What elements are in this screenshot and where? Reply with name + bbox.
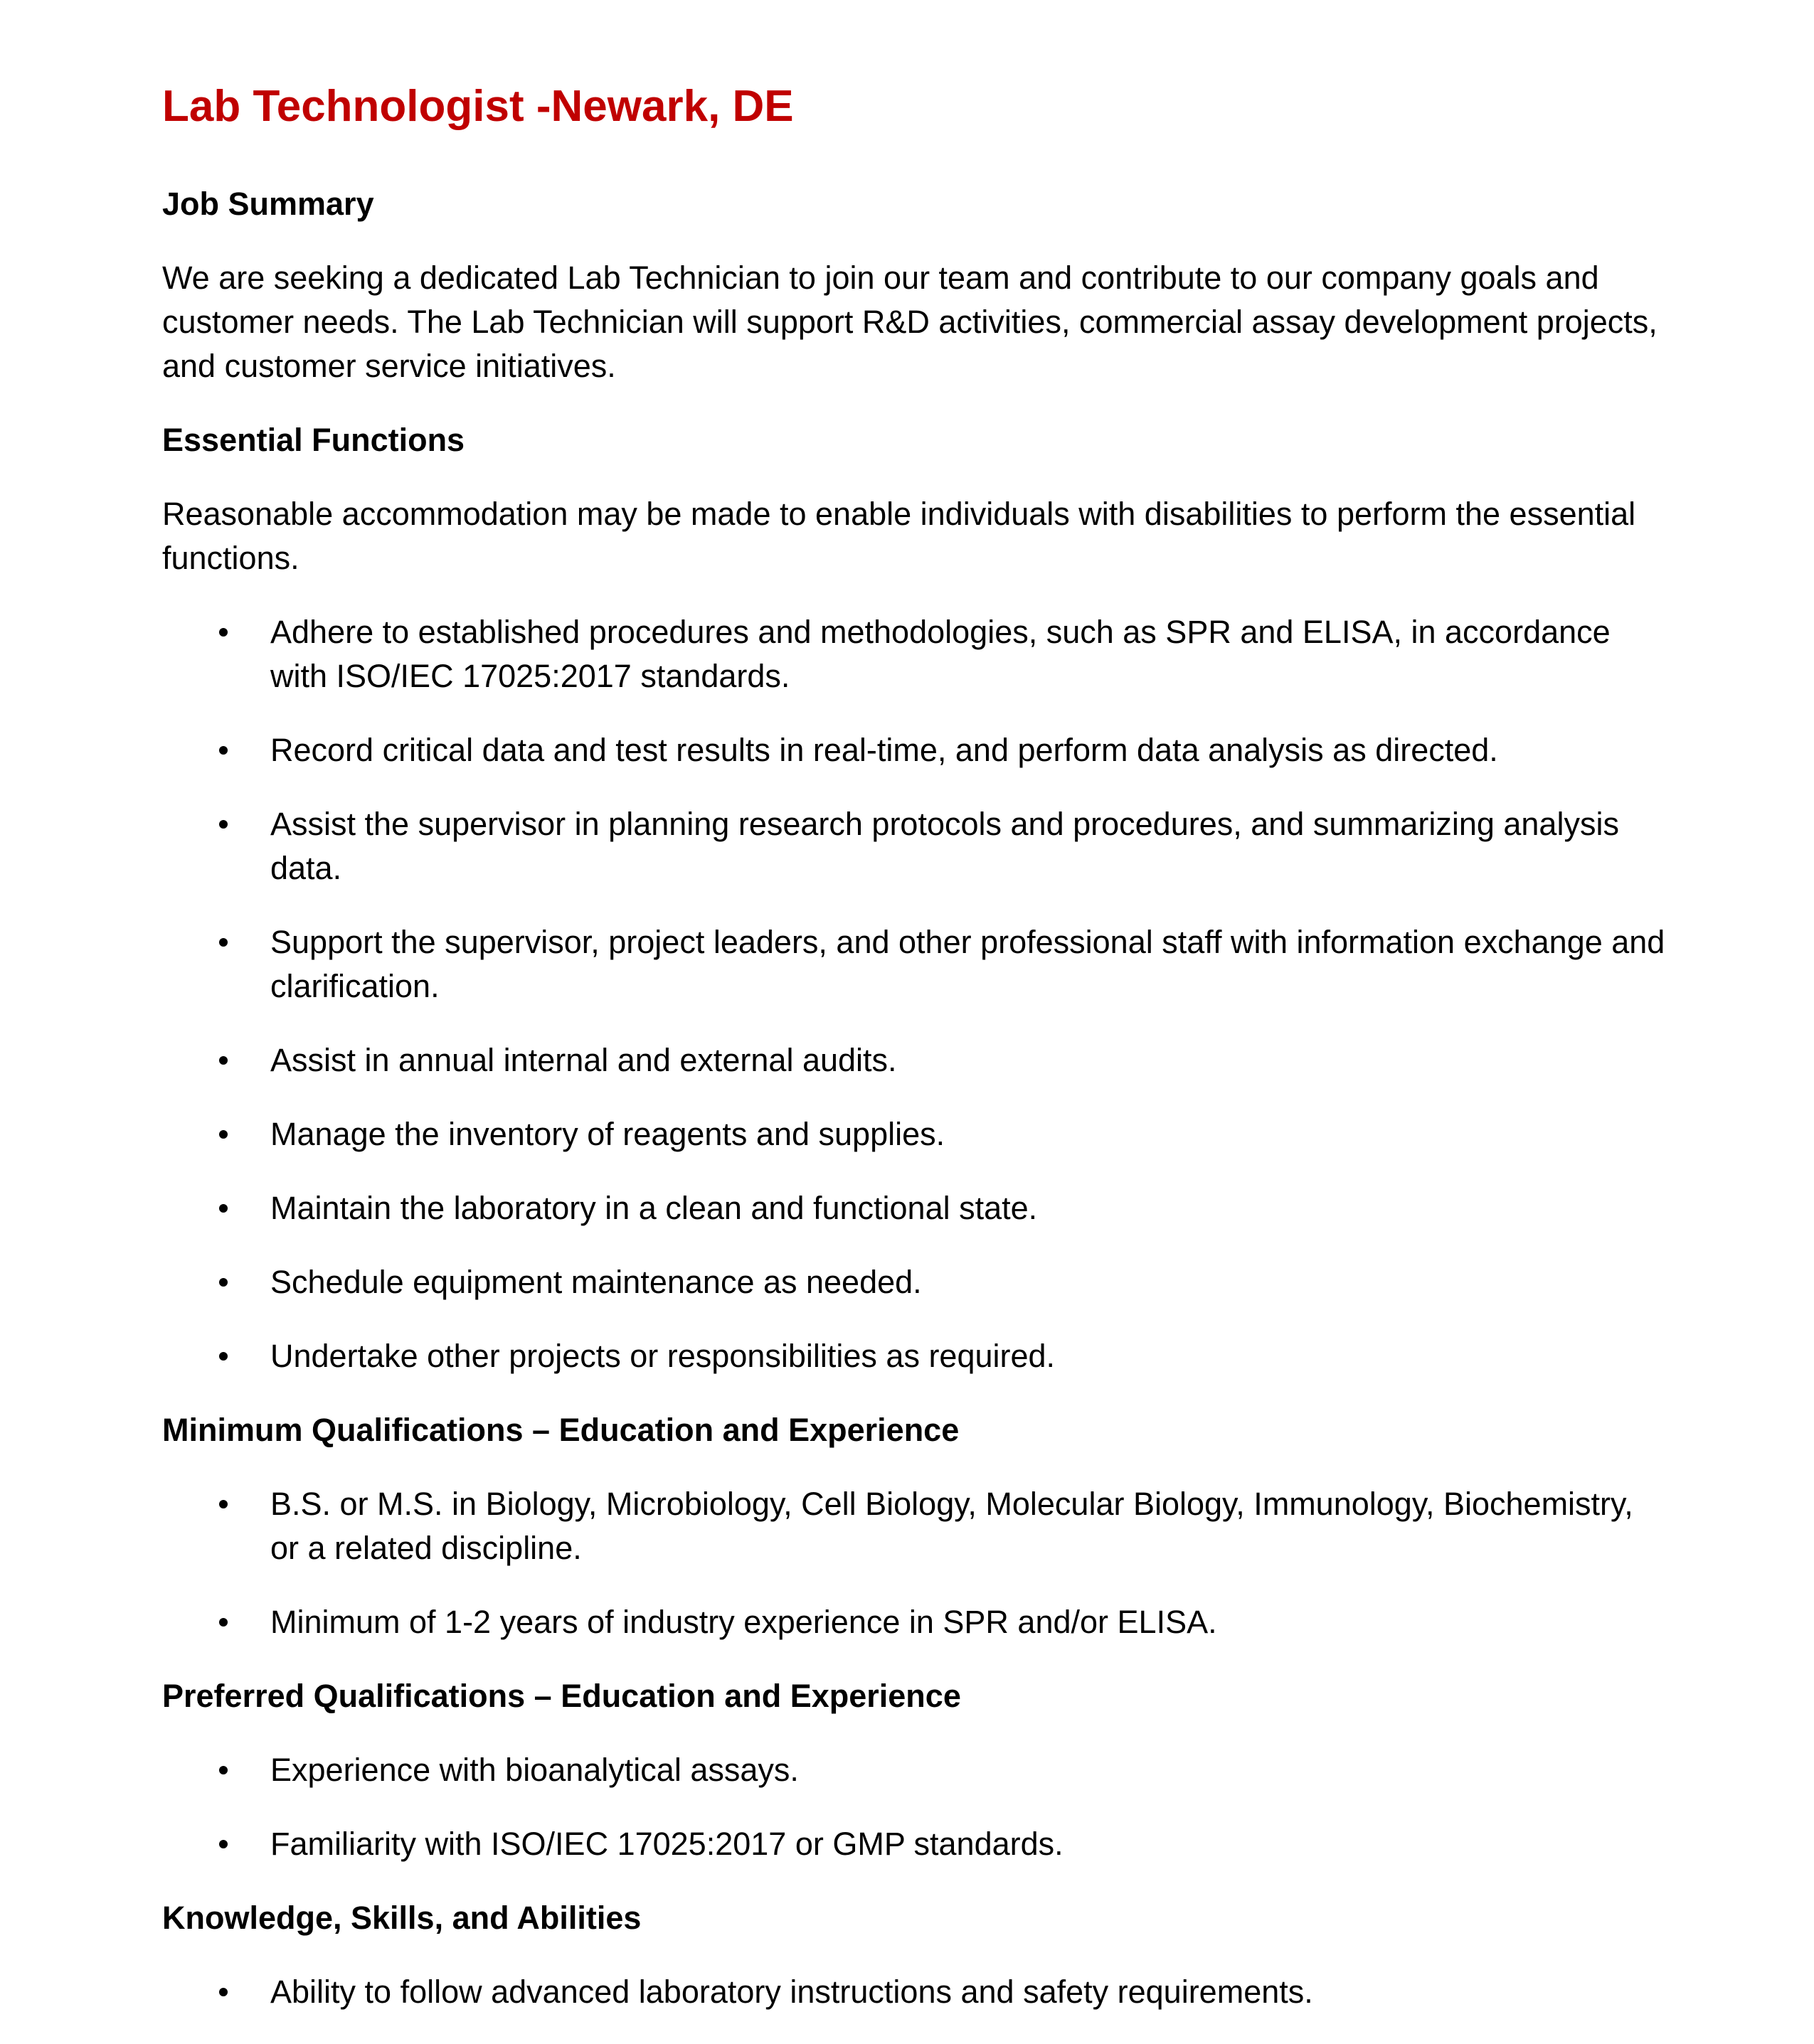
bullet-icon <box>219 1500 228 1508</box>
bullet-icon <box>219 1618 228 1627</box>
job-summary-heading: Job Summary <box>162 186 374 222</box>
minimum-qualifications-section <box>162 1408 1670 1644</box>
list-item-text: Record critical data and test results in real-time, and perform data analysis as directed. <box>270 732 1498 768</box>
essential-functions-section <box>162 418 1670 1378</box>
preferred-qualifications-list <box>162 1748 1670 1866</box>
ksa-heading: Knowledge, Skills, and Abilities <box>162 1900 642 1936</box>
list-item <box>162 1112 1670 1156</box>
list-item <box>162 1334 1670 1378</box>
list-item-text: B.S. or M.S. in Biology, Microbiology, Cell Biology, Molecular Biology, Immunology, Biochemistry, or a related discipline. <box>270 1486 1633 1566</box>
minimum-qualifications-heading: Minimum Qualifications – Education and Experience <box>162 1412 960 1448</box>
ksa-list <box>162 1970 1670 2014</box>
bullet-icon <box>219 1056 228 1065</box>
list-item-text: Undertake other projects or responsibilities as required. <box>270 1338 1056 1374</box>
bullet-icon <box>219 1130 228 1139</box>
list-item <box>162 1482 1670 1570</box>
list-item-text: Familiarity with ISO/IEC 17025:2017 or GMP standards. <box>270 1826 1064 1862</box>
list-item <box>162 920 1670 1008</box>
list-item-text: Experience with bioanalytical assays. <box>270 1752 799 1788</box>
list-item <box>162 1186 1670 1230</box>
bullet-icon <box>219 1278 228 1287</box>
list-item <box>162 728 1670 772</box>
bullet-icon <box>219 938 228 947</box>
bullet-icon <box>219 628 228 637</box>
preferred-qualifications-heading: Preferred Qualifications – Education and Experience <box>162 1678 961 1714</box>
list-item-text: Assist in annual internal and external audits. <box>270 1042 897 1078</box>
list-item-text: Schedule equipment maintenance as needed. <box>270 1264 922 1300</box>
list-item <box>162 1260 1670 1304</box>
bullet-icon <box>219 820 228 829</box>
preferred-qualifications-section <box>162 1674 1670 1866</box>
job-summary-section <box>162 182 1670 388</box>
bullet-icon <box>219 1352 228 1361</box>
list-item <box>162 1038 1670 1082</box>
list-item <box>162 1822 1670 1866</box>
list-item <box>162 1600 1670 1644</box>
list-item-text: Adhere to established procedures and methodologies, such as SPR and ELISA, in accordance with ISO/IEC 17025:2017 standards. <box>270 614 1611 694</box>
bullet-icon <box>219 1988 228 1996</box>
list-item-text: Manage the inventory of reagents and supplies. <box>270 1116 945 1152</box>
ksa-section <box>162 1896 1670 2014</box>
bullet-icon <box>219 1766 228 1774</box>
list-item-text: Support the supervisor, project leaders, and other professional staff with information exchange and clarification. <box>270 924 1665 1004</box>
essential-functions-heading: Essential Functions <box>162 422 465 458</box>
list-item-text: Assist the supervisor in planning research protocols and procedures, and summarizing analysis data. <box>270 806 1619 886</box>
page-title: Lab Technologist -Newark, DE <box>162 82 794 131</box>
job-summary-text: We are seeking a dedicated Lab Technician to join our team and contribute to our company goals and customer needs. The Lab Technician will support R&D activities, commercial assay development projects, and customer service initiatives. <box>162 260 1657 384</box>
bullet-icon <box>219 1840 228 1848</box>
essential-functions-intro: Reasonable accommodation may be made to enable individuals with disabilities to perform the essential functions. <box>162 496 1636 576</box>
list-item <box>162 1970 1670 2014</box>
list-item <box>162 610 1670 698</box>
document-page <box>162 77 1670 2044</box>
bullet-icon <box>219 1204 228 1213</box>
list-item-text: Ability to follow advanced laboratory instructions and safety requirements. <box>270 1974 1313 2010</box>
minimum-qualifications-list <box>162 1482 1670 1644</box>
list-item <box>162 802 1670 890</box>
essential-functions-list <box>162 610 1670 1378</box>
list-item-text: Maintain the laboratory in a clean and functional state. <box>270 1190 1038 1226</box>
bullet-icon <box>219 746 228 755</box>
list-item <box>162 1748 1670 1792</box>
list-item-text: Minimum of 1-2 years of industry experience in SPR and/or ELISA. <box>270 1604 1217 1640</box>
